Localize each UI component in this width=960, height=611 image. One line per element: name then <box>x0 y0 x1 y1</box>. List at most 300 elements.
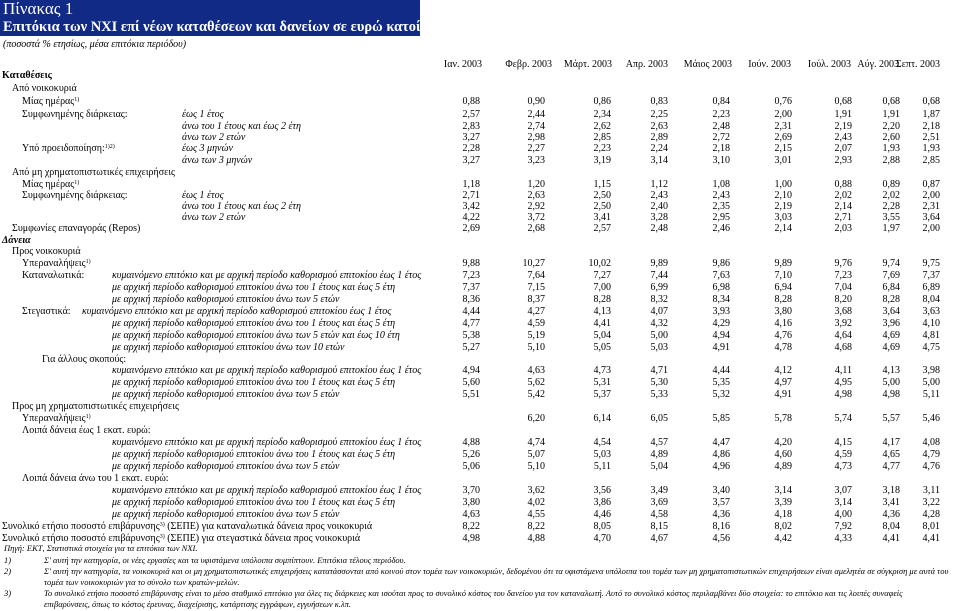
cell-value: 4,71 <box>650 365 668 376</box>
cell-value: 5,51 <box>462 389 480 400</box>
cell-value: 2,43 <box>834 132 852 143</box>
cell-value: 4,76 <box>922 461 940 472</box>
cell-value: 3,56 <box>593 485 611 496</box>
cell-value: 5,60 <box>462 377 480 388</box>
cell-value: 4,79 <box>922 449 940 460</box>
cell-value: 0,88 <box>462 96 480 107</box>
cell-value: 4,10 <box>922 318 940 329</box>
cell-value: 1,08 <box>712 179 730 190</box>
cell-value: 4,81 <box>922 330 940 341</box>
cell-value: 6,05 <box>650 413 668 424</box>
row-sublabel: κυμαινόμενο επιτόκιο και με αρχική περίοδο καθορισμού επιτοκίου έως 1 έτος <box>112 270 422 281</box>
cell-value: 6,20 <box>527 413 545 424</box>
cell-value: 4,18 <box>774 509 792 520</box>
table-title: Επιτόκια των ΝΧΙ επί νέων καταθέσεων και δανείων σε ευρώ κατοίκων της ζώνης του ευρώ <box>3 19 572 35</box>
cell-value: 9,75 <box>922 258 940 269</box>
cell-value: 3,23 <box>527 155 545 166</box>
cell-value: 4,02 <box>527 497 545 508</box>
cell-value: 4,91 <box>774 389 792 400</box>
footnote-ref: 3) <box>159 534 165 540</box>
row-sublabel: με αρχική περίοδο καθορισμού επιτοκίου άνω των 5 ετών <box>112 294 340 305</box>
cell-value: 7,37 <box>922 270 940 281</box>
cell-value: 2,88 <box>882 155 900 166</box>
row-label-text: Καταναλωτικά: <box>22 270 85 281</box>
row-sublabel: με αρχική περίοδο καθορισμού επιτοκίου άνω των 10 ετών <box>112 342 345 353</box>
cell-value: 2,03 <box>834 223 852 234</box>
footnote-line <box>4 577 240 588</box>
cell-value: 2,14 <box>774 223 792 234</box>
cell-value: 4,33 <box>834 533 852 544</box>
cell-value: 9,89 <box>650 258 668 269</box>
row-label-text: Από μη χρηματοπιστωτικές επιχειρήσεις <box>12 167 176 178</box>
column-header: Ιούλ. 2003 <box>807 59 851 70</box>
cell-value: 3,64 <box>922 212 940 223</box>
row-sublabel: κυμαινόμενο επιτόκιο και με αρχική περίοδο καθορισμού επιτοκίου έως 1 έτος <box>112 365 422 376</box>
cell-value: 10,27 <box>522 258 545 269</box>
cell-value: 8,15 <box>650 521 668 532</box>
cell-value: 4,98 <box>882 389 900 400</box>
cell-value: 2,74 <box>527 121 545 132</box>
cell-value: 8,20 <box>834 294 852 305</box>
footnote-line <box>4 555 406 566</box>
column-header: Σεπτ. 2003 <box>895 59 940 70</box>
cell-value: 4,36 <box>882 509 900 520</box>
cell-value: 2,63 <box>527 190 545 201</box>
cell-value: 10,02 <box>588 258 611 269</box>
cell-value: 4,86 <box>712 449 730 460</box>
footnote-ref: 3) <box>159 522 165 528</box>
cell-value: 8,04 <box>882 521 900 532</box>
cell-value: 4,00 <box>834 509 852 520</box>
cell-value: 4,95 <box>834 377 852 388</box>
cell-value: 3,80 <box>774 306 792 317</box>
cell-value: 1,15 <box>593 179 611 190</box>
row-sublabel: άνω του 1 έτους και έως 2 έτη <box>182 201 301 212</box>
cell-value: 5,06 <box>462 461 480 472</box>
cell-value: 4,11 <box>834 365 852 376</box>
cell-value: 3,96 <box>882 318 900 329</box>
cell-value: 4,17 <box>882 437 900 448</box>
footnote-text: Το συνολικό ετήσιο ποσοστό επιβάρυνσης είναι το μέσο σταθμικό επιτόκιο για όλες τις διάρκειες και ισούται προς το συνολικό κόστος του δανείου για τον καταναλωτή. Αυτό το συνολικό κόστος περιλαμβάνει δύο στοιχεία: το επιτόκιο και τις λοιπές συναφείς <box>44 588 903 598</box>
row-label <box>22 96 79 108</box>
cell-value: 2,92 <box>527 201 545 212</box>
cell-value: 4,41 <box>593 318 611 329</box>
cell-value: 5,57 <box>882 413 900 424</box>
cell-value: 2,68 <box>527 223 545 234</box>
cell-value: 2,19 <box>834 121 852 132</box>
cell-value: 4,57 <box>650 437 668 448</box>
cell-value: 4,77 <box>462 318 480 329</box>
footnote-ref: 1) <box>74 180 80 186</box>
row-label <box>12 401 179 413</box>
cell-value: 4,75 <box>922 342 940 353</box>
cell-value: 3,80 <box>462 497 480 508</box>
row-label <box>22 258 91 270</box>
cell-value: 4,59 <box>834 449 852 460</box>
cell-value: 4,77 <box>882 461 900 472</box>
cell-value: 4,73 <box>593 365 611 376</box>
row-sublabel: με αρχική περίοδο καθορισμού επιτοκίου άνω του 1 έτους και έως 5 έτη <box>112 497 396 508</box>
cell-value: 6,99 <box>650 282 668 293</box>
row-label <box>2 70 52 82</box>
cell-value: 2,14 <box>834 201 852 212</box>
cell-value: 2,23 <box>712 109 730 120</box>
cell-value: 4,98 <box>834 389 852 400</box>
footnote-line <box>4 599 351 610</box>
row-label <box>22 190 128 202</box>
footnote-text: Σ' αυτή την κατηγορία, οι νέες εργασίες και τα υφιστάμενα υπόλοιπα συμπίπτουν. Επιτόκια τέλους περιόδου. <box>44 555 406 565</box>
cell-value: 4,59 <box>527 318 545 329</box>
cell-value: 5,37 <box>593 389 611 400</box>
row-sublabel: κυμαινόμενο επιτόκιο και με αρχική περίοδο καθορισμού επιτοκίου έως 1 έτος <box>112 437 422 448</box>
cell-value: 5,00 <box>650 330 668 341</box>
cell-value: 2,00 <box>922 190 940 201</box>
cell-value: 0,88 <box>834 179 852 190</box>
cell-value: 5,33 <box>650 389 668 400</box>
cell-value: 2,60 <box>882 132 900 143</box>
cell-value: 9,89 <box>774 258 792 269</box>
table-number: Πίνακας 1 <box>3 0 74 18</box>
cell-value: 4,46 <box>593 509 611 520</box>
cell-value: 5,05 <box>593 342 611 353</box>
cell-value: 2,85 <box>593 132 611 143</box>
cell-value: 5,03 <box>650 342 668 353</box>
row-label-text: Προς νοικοκυριά <box>12 246 81 257</box>
cell-value: 3,41 <box>882 497 900 508</box>
cell-value: 2,71 <box>462 190 480 201</box>
cell-value: 7,04 <box>834 282 852 293</box>
cell-value: 4,70 <box>593 533 611 544</box>
cell-value: 5,42 <box>527 389 545 400</box>
cell-value: 1,97 <box>882 223 900 234</box>
cell-value: 4,76 <box>774 330 792 341</box>
row-sublabel: με αρχική περίοδο καθορισμού επιτοκίου άνω του 1 έτους και έως 5 έτη <box>112 377 396 388</box>
cell-value: 4,88 <box>462 437 480 448</box>
cell-value: 8,28 <box>593 294 611 305</box>
cell-value: 4,47 <box>712 437 730 448</box>
cell-value: 7,00 <box>593 282 611 293</box>
cell-value: 3,19 <box>593 155 611 166</box>
cell-value: 5,38 <box>462 330 480 341</box>
cell-value: 4,96 <box>712 461 730 472</box>
cell-value: 4,15 <box>834 437 852 448</box>
cell-value: 4,13 <box>593 306 611 317</box>
footnote-ref: 1) <box>74 97 80 103</box>
cell-value: 2,28 <box>882 201 900 212</box>
cell-value: 3,55 <box>882 212 900 223</box>
cell-value: 4,69 <box>882 330 900 341</box>
cell-value: 4,28 <box>922 509 940 520</box>
cell-value: 2,28 <box>462 143 480 154</box>
cell-value: 2,89 <box>650 132 668 143</box>
cell-value: 4,64 <box>834 330 852 341</box>
cell-value: 4,22 <box>462 212 480 223</box>
cell-value: 2,50 <box>593 201 611 212</box>
row-label <box>22 109 128 121</box>
footnote-line <box>4 543 198 554</box>
cell-value: 5,32 <box>712 389 730 400</box>
footnote-number: 1) <box>4 555 12 565</box>
row-label-text: Από νοικοκυριά <box>12 83 77 94</box>
row-label <box>22 413 91 425</box>
cell-value: 3,92 <box>834 318 852 329</box>
cell-value: 4,42 <box>774 533 792 544</box>
cell-value: 3,18 <box>882 485 900 496</box>
cell-value: 2,31 <box>922 201 940 212</box>
column-header: Μάιος 2003 <box>683 59 732 70</box>
cell-value: 2,83 <box>462 121 480 132</box>
cell-value: 6,94 <box>774 282 792 293</box>
cell-value: 2,69 <box>462 223 480 234</box>
row-label-text: Προς μη χρηματοπιστωτικές επιχειρήσεις <box>12 401 179 412</box>
cell-value: 4,29 <box>712 318 730 329</box>
cell-value: 3,10 <box>712 155 730 166</box>
cell-value: 6,14 <box>593 413 611 424</box>
cell-value: 4,20 <box>774 437 792 448</box>
cell-value: 2,10 <box>774 190 792 201</box>
cell-value: 9,76 <box>834 258 852 269</box>
cell-value: 2,00 <box>774 109 792 120</box>
cell-value: 4,44 <box>712 365 730 376</box>
cell-value: 9,74 <box>882 258 900 269</box>
row-label-text: Στεγαστικά: <box>22 306 71 317</box>
cell-value: 7,63 <box>712 270 730 281</box>
cell-value: 4,89 <box>774 461 792 472</box>
cell-value: 8,32 <box>650 294 668 305</box>
row-sublabel: με αρχική περίοδο καθορισμού επιτοκίου άνω του 1 έτους και έως 5 έτη <box>112 282 396 293</box>
cell-value: 3,27 <box>462 155 480 166</box>
row-label <box>22 143 115 155</box>
cell-value: 8,22 <box>462 521 480 532</box>
cell-value: 4,94 <box>462 365 480 376</box>
row-sublabel: με αρχική περίοδο καθορισμού επιτοκίου άνω του 1 έτους και έως 5 έτη <box>112 449 396 460</box>
row-sublabel: με αρχική περίοδο καθορισμού επιτοκίου άνω των 5 ετών και έως 10 έτη <box>112 330 400 341</box>
cell-value: 2,35 <box>712 201 730 212</box>
cell-value: 4,32 <box>650 318 668 329</box>
cell-value: 4,27 <box>527 306 545 317</box>
cell-value: 3,14 <box>774 485 792 496</box>
cell-value: 4,54 <box>593 437 611 448</box>
cell-value: 5,46 <box>922 413 940 424</box>
cell-value: 4,74 <box>527 437 545 448</box>
row-label-text: Υπεραναλήψεις <box>22 413 86 424</box>
row-sublabel: με αρχική περίοδο καθορισμού επιτοκίου άνω των 5 ετών <box>112 389 340 400</box>
cell-value: 7,44 <box>650 270 668 281</box>
cell-value: 4,41 <box>882 533 900 544</box>
cell-value: 5,04 <box>650 461 668 472</box>
cell-value: 3,14 <box>834 497 852 508</box>
cell-value: 7,15 <box>527 282 545 293</box>
column-header: Φεβρ. 2003 <box>505 59 552 70</box>
cell-value: 1,00 <box>774 179 792 190</box>
row-sublabel: με αρχική περίοδο καθορισμού επιτοκίου άνω των 5 ετών <box>112 509 340 520</box>
cell-value: 4,13 <box>882 365 900 376</box>
cell-value: 0,68 <box>922 96 940 107</box>
cell-value: 2,51 <box>922 132 940 143</box>
cell-value: 7,27 <box>593 270 611 281</box>
row-label <box>12 246 81 258</box>
row-label <box>12 167 175 179</box>
table-header-banner <box>0 0 572 36</box>
cell-value: 2,48 <box>650 223 668 234</box>
row-sublabel: έως 1 έτος <box>182 109 224 120</box>
cell-value: 1,20 <box>527 179 545 190</box>
cell-value: 6,89 <box>922 282 940 293</box>
cell-value: 2,71 <box>834 212 852 223</box>
cell-value: 2,72 <box>712 132 730 143</box>
cell-value: 2,93 <box>834 155 852 166</box>
row-label <box>22 306 71 318</box>
cell-value: 3,11 <box>922 485 940 496</box>
cell-value: 8,16 <box>712 521 730 532</box>
cell-value: 2,23 <box>593 143 611 154</box>
column-header: Ιούν. 2003 <box>748 59 791 70</box>
cell-value: 4,68 <box>834 342 852 353</box>
cell-value: 2,57 <box>593 223 611 234</box>
cell-value: 1,93 <box>882 143 900 154</box>
cell-value: 3,63 <box>922 306 940 317</box>
cell-value: 4,16 <box>774 318 792 329</box>
cell-value: 8,28 <box>774 294 792 305</box>
cell-value: 8,37 <box>527 294 545 305</box>
cell-value: 2,62 <box>593 121 611 132</box>
cell-value: 4,44 <box>462 306 480 317</box>
row-label-text: Καταθέσεις <box>2 70 52 81</box>
cell-value: 4,88 <box>527 533 545 544</box>
cell-value: 0,86 <box>593 96 611 107</box>
row-label-tail: (ΣΕΠΕ) για στεγαστικά δάνεια προς νοικοκυριά <box>164 533 361 544</box>
cell-value: 4,58 <box>650 509 668 520</box>
row-sublabel: άνω των 2 ετών <box>182 212 246 223</box>
cell-value: 0,89 <box>882 179 900 190</box>
row-sublabel: έως 3 μηνών <box>182 143 233 154</box>
cell-value: 4,07 <box>650 306 668 317</box>
row-label-text: Λοιπά δάνεια άνω του 1 εκατ. ευρώ: <box>22 473 169 484</box>
cell-value: 4,63 <box>462 509 480 520</box>
cell-value: 0,76 <box>774 96 792 107</box>
cell-value: 8,36 <box>462 294 480 305</box>
cell-value: 1,18 <box>462 179 480 190</box>
cell-value: 5,04 <box>593 330 611 341</box>
row-sublabel: άνω των 3 μηνών <box>182 155 253 166</box>
row-label-text: Υπεραναλήψεις <box>22 258 86 269</box>
cell-value: 4,55 <box>527 509 545 520</box>
cell-value: 2,69 <box>774 132 792 143</box>
cell-value: 4,98 <box>462 533 480 544</box>
cell-value: 2,27 <box>527 143 545 154</box>
cell-value: 3,39 <box>774 497 792 508</box>
cell-value: 4,94 <box>712 330 730 341</box>
cell-value: 2,48 <box>712 121 730 132</box>
cell-value: 4,56 <box>712 533 730 544</box>
cell-value: 0,90 <box>527 96 545 107</box>
cell-value: 2,46 <box>712 223 730 234</box>
cell-value: 3,01 <box>774 155 792 166</box>
cell-value: 4,63 <box>527 365 545 376</box>
cell-value: 5,11 <box>922 389 940 400</box>
cell-value: 1,87 <box>922 109 940 120</box>
cell-value: 4,67 <box>650 533 668 544</box>
cell-value: 5,62 <box>527 377 545 388</box>
row-label-tail: (ΣΕΠΕ) για καταναλωτικά δάνεια προς νοικοκυριά <box>164 521 373 532</box>
cell-value: 2,07 <box>834 143 852 154</box>
cell-value: 2,43 <box>712 190 730 201</box>
cell-value: 2,43 <box>650 190 668 201</box>
row-label-text: Συνολικό ετήσιο ποσοστό επιβάρυνσης <box>2 521 160 532</box>
cell-value: 2,19 <box>774 201 792 212</box>
cell-value: 5,03 <box>593 449 611 460</box>
footnote-number: 3) <box>4 588 12 598</box>
cell-value: 1,91 <box>882 109 900 120</box>
row-label-text: Υπό προειδοποίηση: <box>22 143 105 154</box>
cell-value: 3,03 <box>774 212 792 223</box>
row-sublabel: άνω του 1 έτους και έως 2 έτη <box>182 121 301 132</box>
row-label <box>22 270 84 282</box>
cell-value: 3,40 <box>712 485 730 496</box>
cell-value: 3,42 <box>462 201 480 212</box>
cell-value: 5,27 <box>462 342 480 353</box>
cell-value: 7,92 <box>834 521 852 532</box>
cell-value: 7,69 <box>882 270 900 281</box>
column-header: Ιαν. 2003 <box>443 59 482 70</box>
row-label <box>22 473 169 485</box>
cell-value: 9,88 <box>462 258 480 269</box>
footnote-line <box>4 566 948 577</box>
cell-value: 2,57 <box>462 109 480 120</box>
cell-value: 3,07 <box>834 485 852 496</box>
row-label-text: Δάνεια <box>2 235 31 246</box>
cell-value: 4,89 <box>650 449 668 460</box>
cell-value: 2,25 <box>650 109 668 120</box>
cell-value: 2,34 <box>593 109 611 120</box>
cell-value: 3,69 <box>650 497 668 508</box>
cell-value: 4,73 <box>834 461 852 472</box>
row-label <box>12 223 140 235</box>
cell-value: 1,93 <box>922 143 940 154</box>
cell-value: 7,23 <box>834 270 852 281</box>
cell-value: 3,49 <box>650 485 668 496</box>
cell-value: 5,07 <box>527 449 545 460</box>
cell-value: 2,24 <box>650 143 668 154</box>
cell-value: 2,40 <box>650 201 668 212</box>
cell-value: 3,93 <box>712 306 730 317</box>
cell-value: 3,72 <box>527 212 545 223</box>
cell-value: 2,31 <box>774 121 792 132</box>
cell-value: 2,50 <box>593 190 611 201</box>
cell-value: 7,64 <box>527 270 545 281</box>
cell-value: 4,08 <box>922 437 940 448</box>
cell-value: 0,68 <box>882 96 900 107</box>
row-label <box>22 425 150 437</box>
column-header: Μάρτ. 2003 <box>563 59 612 70</box>
cell-value: 3,86 <box>593 497 611 508</box>
cell-value: 6,84 <box>882 282 900 293</box>
cell-value: 4,91 <box>712 342 730 353</box>
footnote-text: Σ' αυτή την κατηγορία, τα νοικοκυριά και οι μη χρηματοπιστωτικές επιχειρήσεις κατατάσσονται από κοινού στον τομέα των νοικοκυριών, δεδομένου ότι τα υφιστάμενα υπόλοιπα του τομέα των μη χρηματοπιστωτικών επιχειρήσεων είναι αμελητέα σε σύγκριση με αυτά του <box>44 566 949 576</box>
cell-value: 2,02 <box>834 190 852 201</box>
footnote-number: 2) <box>4 566 12 576</box>
column-header: Αύγ. 2003 <box>857 59 899 70</box>
cell-value: 3,41 <box>593 212 611 223</box>
cell-value: 8,28 <box>882 294 900 305</box>
cell-value: 4,65 <box>882 449 900 460</box>
cell-value: 5,26 <box>462 449 480 460</box>
cell-value: 4,78 <box>774 342 792 353</box>
row-sublabel: με αρχική περίοδο καθορισμού επιτοκίου άνω του 1 έτους και έως 5 έτη <box>112 318 396 329</box>
row-sublabel: κυμαινόμενο επιτόκιο και με αρχική περίοδο καθορισμού επιτοκίου έως 1 έτος <box>82 306 392 317</box>
cell-value: 2,44 <box>527 109 545 120</box>
row-label-text: Συνολικό ετήσιο ποσοστό επιβάρυνσης <box>2 533 160 544</box>
